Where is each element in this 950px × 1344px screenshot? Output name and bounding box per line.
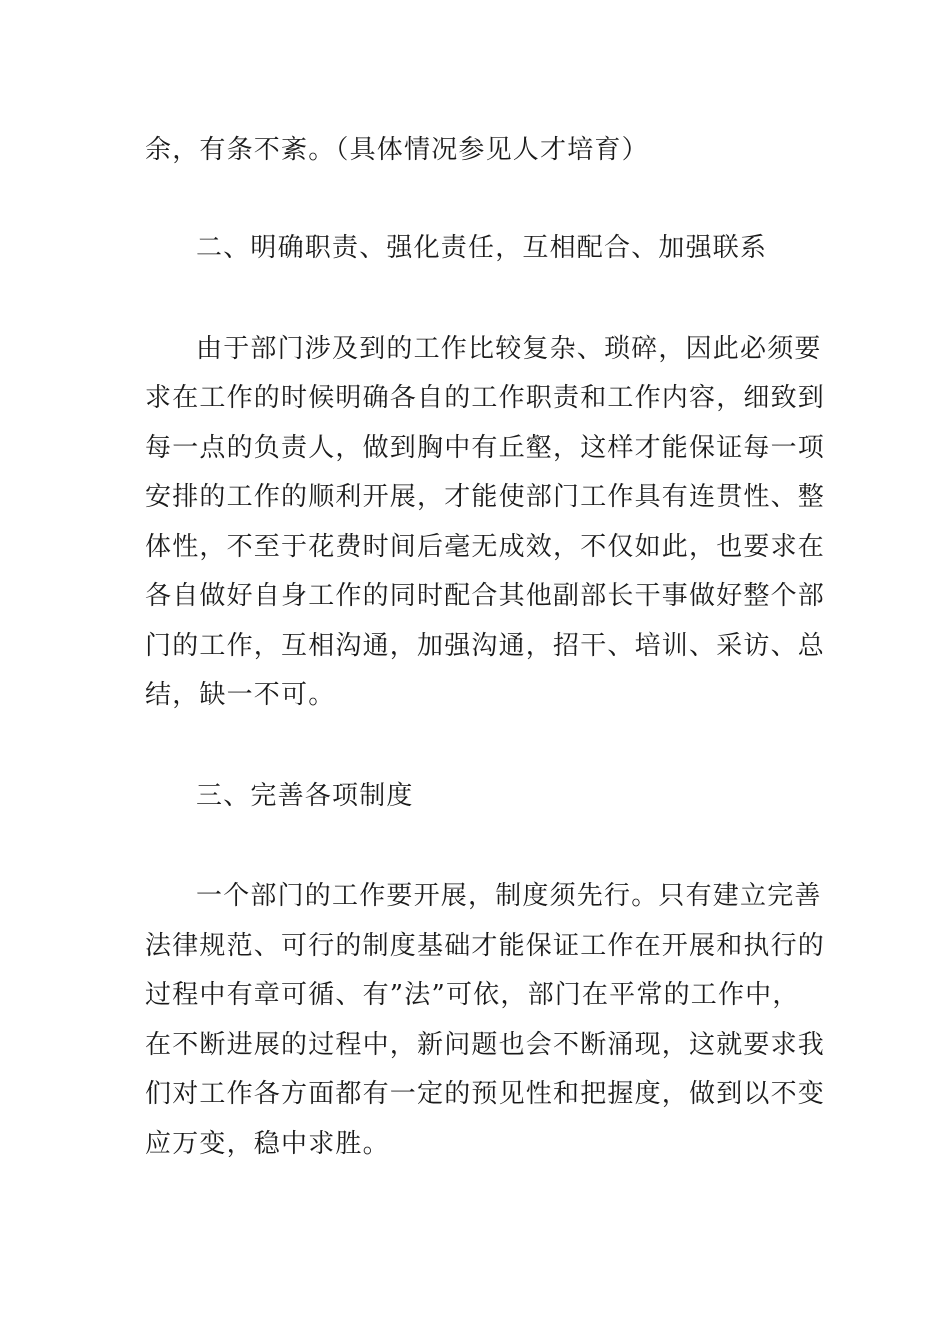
paragraph-line: 一个部门的工作要开展，制度须先行。只有建立完善 xyxy=(196,881,822,911)
section-heading-2: 二、明确职责、强化责任，互相配合、加强联系 xyxy=(196,233,768,263)
paragraph-line: 法律规范、可行的制度基础才能保证工作在开展和执行的 xyxy=(145,931,826,961)
paragraph-line: 每一点的负责人，做到胸中有丘壑，这样才能保证每一项 xyxy=(145,433,826,463)
section-heading-3: 三、完善各项制度 xyxy=(196,781,414,811)
paragraph-line: 门的工作，互相沟通，加强沟通，招干、培训、采访、总 xyxy=(145,631,826,661)
paragraph-line: 在不断进展的过程中，新问题也会不断涌现，这就要求我 xyxy=(145,1030,826,1060)
paragraph-line: 应万变，稳中求胜。 xyxy=(145,1129,390,1159)
paragraph-line: 们对工作各方面都有一定的预见性和把握度，做到以不变 xyxy=(145,1079,826,1109)
paragraph-line: 体性，不至于花费时间后毫无成效，不仅如此，也要求在 xyxy=(145,532,826,562)
paragraph-line: 求在工作的时候明确各自的工作职责和工作内容，细致到 xyxy=(145,383,826,413)
paragraph-line: 过程中有章可循、有”法”可依，部门在平常的工作中， xyxy=(145,980,800,1010)
paragraph-line: 结，缺一不可。 xyxy=(145,680,336,710)
paragraph-line: 余，有条不紊。（具体情况参见人才培育） xyxy=(145,135,649,165)
paragraph-line: 由于部门涉及到的工作比较复杂、琐碎，因此必须要 xyxy=(196,334,822,364)
paragraph-line: 安排的工作的顺利开展，才能使部门工作具有连贯性、整 xyxy=(145,482,826,512)
paragraph-line: 各自做好自身工作的同时配合其他副部长干事做好整个部 xyxy=(145,581,826,611)
